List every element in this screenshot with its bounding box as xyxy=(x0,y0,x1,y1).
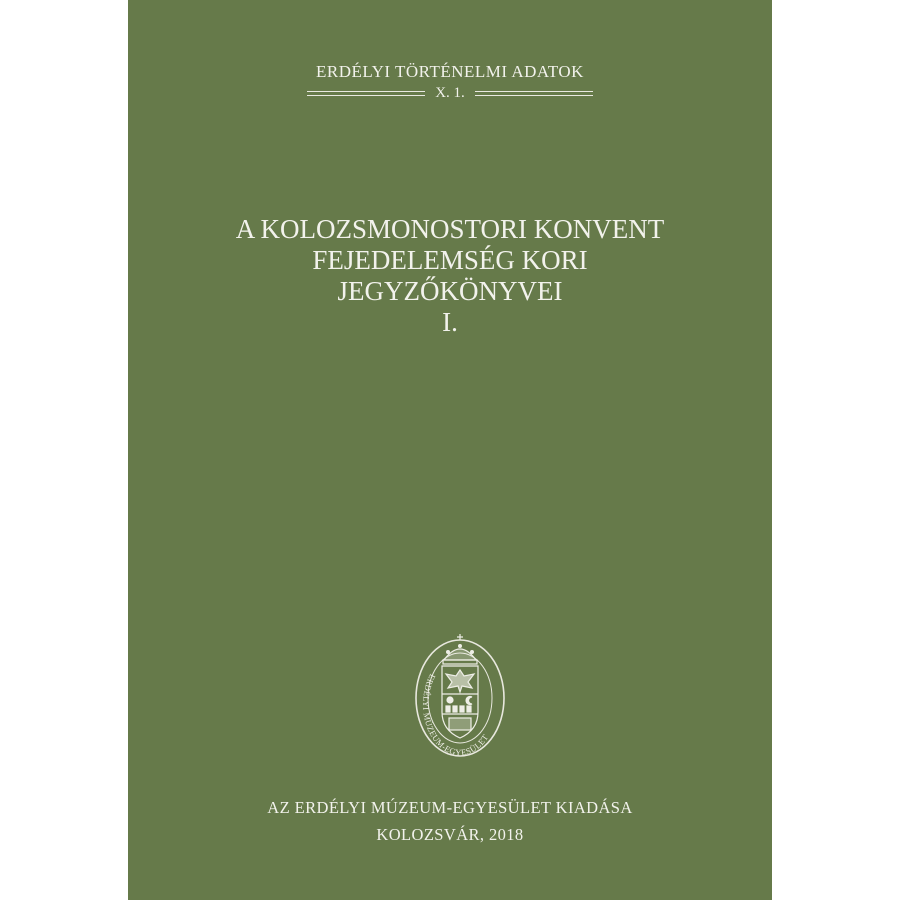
left-double-rule xyxy=(307,91,425,96)
book-title xyxy=(128,214,772,338)
title-part: I. xyxy=(442,307,458,337)
society-emblem-seal xyxy=(414,632,506,760)
publisher-name: AZ ERDÉLYI MÚZEUM-EGYESÜLET KIADÁSA xyxy=(267,798,633,817)
title-line-1: A KOLOZSMONOSTORI KONVENT xyxy=(235,214,665,244)
title-line-3: JEGYZŐKÖNYVEI xyxy=(337,276,563,306)
series-header xyxy=(128,62,772,102)
coat-of-arms-shield-icon xyxy=(442,666,478,738)
book-cover xyxy=(128,0,772,900)
series-title: ERDÉLYI TÖRTÉNELMI ADATOK xyxy=(316,62,584,81)
title-line-2: FEJEDELEMSÉG KORI xyxy=(312,245,588,275)
series-volume-row xyxy=(128,84,772,102)
publisher-block xyxy=(128,794,772,848)
emblem-ring-text: ERDÉLYI MÚZEUM-EGYESÜLET xyxy=(420,672,491,758)
crown-icon xyxy=(443,634,477,664)
series-volume: X. 1. xyxy=(435,85,465,101)
publisher-place-year: KOLOZSVÁR, 2018 xyxy=(376,825,524,844)
right-double-rule xyxy=(475,91,593,96)
